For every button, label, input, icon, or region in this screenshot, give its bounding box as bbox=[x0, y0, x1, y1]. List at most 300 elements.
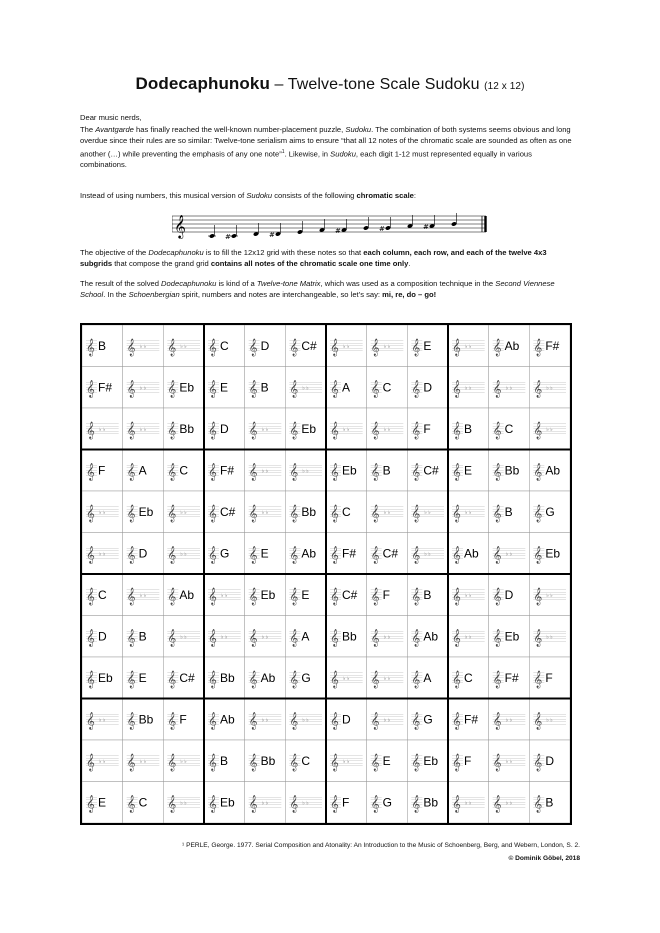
grid-cell[interactable] bbox=[285, 367, 326, 409]
grid-cell[interactable] bbox=[407, 450, 448, 492]
grid-cell[interactable] bbox=[163, 533, 204, 575]
grid-cell[interactable] bbox=[367, 450, 408, 492]
cell-note: F bbox=[423, 421, 431, 436]
treble-clef-icon: 𝄞 bbox=[167, 752, 177, 771]
treble-clef-icon: 𝄞 bbox=[330, 586, 339, 605]
cell-note: Eb bbox=[138, 504, 154, 519]
grid-cell[interactable] bbox=[163, 450, 204, 492]
grid-cell[interactable] bbox=[448, 367, 489, 409]
grid-cell[interactable] bbox=[407, 533, 448, 575]
placeholder-notes: ♭ ♭ bbox=[383, 509, 390, 516]
placeholder-notes: ♭ ♭ bbox=[302, 800, 309, 807]
grid-cell[interactable] bbox=[529, 408, 570, 450]
grid-cell[interactable] bbox=[82, 616, 123, 658]
placeholder-notes: ♭ ♭ bbox=[505, 551, 512, 558]
treble-clef-icon: 𝄞 bbox=[411, 752, 421, 771]
grid-cell[interactable] bbox=[123, 367, 164, 409]
grid-cell[interactable] bbox=[407, 740, 448, 782]
treble-clef-icon: 𝄞 bbox=[330, 379, 339, 398]
placeholder-notes: ♭ ♭ bbox=[505, 717, 512, 724]
grid-cell[interactable] bbox=[326, 450, 367, 492]
grid-cell[interactable] bbox=[489, 699, 530, 741]
placeholder-notes: ♭ ♭ bbox=[99, 717, 106, 724]
cell-note: C bbox=[138, 795, 148, 810]
grid-cell[interactable] bbox=[285, 408, 326, 450]
grid-cell[interactable] bbox=[448, 491, 489, 533]
cell-note: G bbox=[423, 712, 433, 727]
grid-cell[interactable] bbox=[489, 782, 530, 824]
grid-cell[interactable] bbox=[489, 367, 530, 409]
staff-note bbox=[319, 219, 325, 233]
treble-clef-icon: 𝄞 bbox=[533, 337, 543, 356]
placeholder-notes: ♭ ♭ bbox=[302, 468, 309, 475]
grid-cell[interactable] bbox=[204, 782, 245, 824]
placeholder-notes: ♭ ♭ bbox=[383, 426, 390, 433]
placeholder-notes: ♭ ♭ bbox=[465, 343, 472, 350]
placeholder-notes: ♭ ♭ bbox=[505, 800, 512, 807]
placeholder-notes: ♭ ♭ bbox=[180, 551, 187, 558]
placeholder-notes: ♭ ♭ bbox=[465, 509, 472, 516]
grid-cell[interactable] bbox=[245, 782, 286, 824]
grid-cell[interactable] bbox=[489, 408, 530, 450]
grid-cell[interactable] bbox=[123, 740, 164, 782]
treble-clef-icon: 𝄞 bbox=[370, 503, 380, 522]
cell-note: C bbox=[464, 670, 473, 685]
placeholder-notes: ♭ ♭ bbox=[139, 592, 146, 599]
treble-clef-icon: 𝄞 bbox=[289, 379, 299, 398]
placeholder-notes: ♭ ♭ bbox=[505, 758, 512, 765]
svg-text:#: # bbox=[379, 225, 385, 233]
grid-cell[interactable] bbox=[285, 616, 326, 658]
cell-note: E bbox=[423, 338, 432, 353]
grid-cell[interactable] bbox=[489, 491, 530, 533]
grid-cell[interactable] bbox=[204, 740, 245, 782]
grid-cell[interactable] bbox=[407, 408, 448, 450]
grid-cell[interactable] bbox=[163, 325, 204, 367]
footnote-marker: 1 bbox=[281, 148, 285, 155]
grid-cell[interactable] bbox=[489, 574, 530, 616]
grid-cell[interactable] bbox=[326, 782, 367, 824]
grid-cell[interactable] bbox=[326, 657, 367, 699]
cell-note: B bbox=[382, 463, 391, 478]
placeholder-notes: ♭ ♭ bbox=[424, 509, 431, 516]
grid-cell[interactable] bbox=[448, 408, 489, 450]
treble-clef-icon: 𝄞 bbox=[411, 669, 421, 688]
treble-clef-icon: 𝄞 bbox=[330, 462, 339, 481]
title-subtitle: – Twelve-tone Scale Sudoku bbox=[269, 76, 485, 93]
treble-clef-icon: 𝄞 bbox=[208, 586, 217, 605]
grid-cell[interactable] bbox=[245, 367, 286, 409]
cell-note: Bb bbox=[342, 629, 357, 644]
cell-note: B bbox=[423, 587, 432, 602]
grid-cell[interactable] bbox=[529, 699, 570, 741]
grid-cell[interactable] bbox=[123, 491, 164, 533]
treble-clef-icon: 𝄞 bbox=[452, 752, 461, 771]
grid-cell[interactable] bbox=[367, 367, 408, 409]
grid-cell[interactable] bbox=[163, 367, 204, 409]
grid-cell[interactable] bbox=[407, 699, 448, 741]
treble-clef-icon: 𝄞 bbox=[492, 628, 502, 647]
placeholder-notes: ♭ ♭ bbox=[465, 385, 472, 392]
grid-cell[interactable] bbox=[204, 699, 245, 741]
grid-cell[interactable] bbox=[367, 325, 408, 367]
grid-cell[interactable] bbox=[285, 325, 326, 367]
grid-cell[interactable] bbox=[163, 782, 204, 824]
grid-cell[interactable] bbox=[489, 616, 530, 658]
placeholder-notes: ♭ ♭ bbox=[343, 675, 350, 682]
grid-cell[interactable] bbox=[326, 616, 367, 658]
grid-cell[interactable] bbox=[285, 491, 326, 533]
cell-note: F bbox=[545, 670, 553, 685]
sudoku-grid-svg bbox=[82, 325, 570, 823]
treble-clef-icon: 𝄞 bbox=[452, 711, 461, 730]
grid-cell[interactable] bbox=[204, 450, 245, 492]
grid-cell[interactable] bbox=[163, 491, 204, 533]
cell-note: D bbox=[545, 753, 555, 768]
treble-clef-icon: 𝄞 bbox=[167, 462, 177, 481]
cell-note: E bbox=[382, 753, 391, 768]
grid-cell[interactable] bbox=[367, 491, 408, 533]
grid-cell[interactable] bbox=[448, 450, 489, 492]
grid-cell[interactable] bbox=[245, 450, 286, 492]
grid-cell[interactable] bbox=[204, 408, 245, 450]
treble-clef-icon: 𝄞 bbox=[533, 420, 543, 439]
grid-cell[interactable] bbox=[407, 325, 448, 367]
treble-clef-icon: 𝄞 bbox=[208, 545, 217, 564]
grid-cell[interactable] bbox=[529, 740, 570, 782]
grid-cell[interactable] bbox=[326, 533, 367, 575]
grid-cell[interactable] bbox=[529, 533, 570, 575]
grid-cell[interactable] bbox=[367, 616, 408, 658]
grid-cell[interactable] bbox=[82, 491, 123, 533]
chromatic-scale-staff bbox=[172, 206, 488, 242]
treble-clef-icon: 𝄞 bbox=[167, 669, 177, 688]
grid-cell[interactable] bbox=[245, 533, 286, 575]
grid-cell[interactable] bbox=[204, 325, 245, 367]
treble-clef-icon: 𝄞 bbox=[86, 462, 95, 481]
grid-cell[interactable] bbox=[529, 325, 570, 367]
treble-clef-icon: 𝄞 bbox=[208, 462, 217, 481]
cell-note: C bbox=[179, 463, 189, 478]
treble-clef-icon: 𝄞 bbox=[289, 337, 299, 356]
cell-note: Bb bbox=[179, 421, 195, 436]
grid-cell[interactable] bbox=[82, 699, 123, 741]
greeting: Dear music nerds, bbox=[80, 113, 142, 122]
cell-note: C bbox=[504, 421, 514, 436]
cell-note: G bbox=[382, 795, 393, 810]
cell-note: Ab bbox=[464, 546, 479, 561]
cell-note: B bbox=[138, 629, 147, 644]
cell-note: C bbox=[98, 587, 107, 602]
cell-note: F bbox=[342, 795, 350, 810]
grid-cell[interactable] bbox=[448, 699, 489, 741]
grid-cell[interactable] bbox=[163, 616, 204, 658]
grid-cell[interactable] bbox=[82, 657, 123, 699]
treble-clef-icon: 𝄞 bbox=[533, 628, 543, 647]
grid-cell[interactable] bbox=[448, 657, 489, 699]
grid-cell[interactable] bbox=[204, 533, 245, 575]
grid-cell[interactable] bbox=[367, 657, 408, 699]
grid-cell[interactable] bbox=[245, 657, 286, 699]
treble-clef-icon: 𝄞 bbox=[533, 462, 543, 481]
grid-cell[interactable] bbox=[163, 740, 204, 782]
grid-cell[interactable] bbox=[123, 450, 164, 492]
treble-clef-icon: 𝄞 bbox=[533, 711, 543, 730]
cell-note: F bbox=[179, 712, 187, 727]
treble-clef-icon: 𝄞 bbox=[411, 379, 421, 398]
grid-cell[interactable] bbox=[245, 491, 286, 533]
title-main: Dodecaphunoku bbox=[135, 74, 270, 93]
placeholder-notes: ♭ ♭ bbox=[221, 592, 228, 599]
grid-cell[interactable] bbox=[285, 574, 326, 616]
grid-cell[interactable] bbox=[367, 699, 408, 741]
grid-cell[interactable] bbox=[82, 408, 123, 450]
grid-cell[interactable] bbox=[285, 533, 326, 575]
treble-clef-icon: 𝄞 bbox=[126, 503, 136, 522]
cell-note: Ab bbox=[301, 546, 317, 561]
treble-clef-icon: 𝄞 bbox=[289, 462, 299, 481]
treble-clef-icon: 𝄞 bbox=[248, 545, 258, 564]
placeholder-notes: ♭ ♭ bbox=[343, 343, 350, 350]
grid-cell[interactable] bbox=[407, 574, 448, 616]
grid-cell[interactable] bbox=[326, 325, 367, 367]
treble-clef-icon: 𝄞 bbox=[492, 586, 502, 605]
cell-note: F# bbox=[342, 546, 357, 561]
grid-cell[interactable] bbox=[204, 574, 245, 616]
placeholder-notes: ♭ ♭ bbox=[180, 800, 187, 807]
grid-cell[interactable] bbox=[204, 491, 245, 533]
treble-clef-icon: 𝄞 bbox=[126, 711, 136, 730]
grid-cell[interactable] bbox=[123, 782, 164, 824]
grid-cell[interactable] bbox=[367, 782, 408, 824]
grid-cell[interactable] bbox=[529, 616, 570, 658]
treble-clef-icon: 𝄞 bbox=[86, 420, 95, 439]
cell-note: F# bbox=[504, 670, 519, 685]
grid-cell[interactable] bbox=[123, 699, 164, 741]
treble-clef-icon: 𝄞 bbox=[370, 586, 380, 605]
svg-text:#: # bbox=[225, 233, 231, 241]
grid-cell[interactable] bbox=[367, 740, 408, 782]
treble-clef-icon: 𝄞 bbox=[370, 669, 380, 688]
treble-clef-icon: 𝄞 bbox=[208, 337, 217, 356]
grid-cell[interactable] bbox=[448, 740, 489, 782]
grid-cell[interactable] bbox=[123, 574, 164, 616]
treble-clef-icon: 𝄞 bbox=[248, 420, 258, 439]
grid-cell[interactable] bbox=[82, 533, 123, 575]
grid-cell[interactable] bbox=[407, 657, 448, 699]
cell-note: F# bbox=[464, 712, 479, 727]
treble-clef-icon: 𝄞 bbox=[492, 337, 502, 356]
grid-cell[interactable] bbox=[448, 574, 489, 616]
treble-clef-icon: 𝄞 bbox=[492, 752, 502, 771]
treble-clef-icon: 𝄞 bbox=[330, 545, 339, 564]
grid-cell[interactable] bbox=[489, 533, 530, 575]
grid-cell[interactable] bbox=[326, 491, 367, 533]
cell-note: Bb bbox=[260, 753, 276, 768]
grid-cell[interactable] bbox=[448, 533, 489, 575]
cell-note: A bbox=[301, 629, 310, 644]
grid-cell[interactable] bbox=[326, 699, 367, 741]
treble-clef-icon: 𝄞 bbox=[370, 752, 380, 771]
placeholder-notes: ♭ ♭ bbox=[221, 634, 228, 641]
treble-clef-icon: 𝄞 bbox=[208, 794, 217, 813]
treble-clef-icon: 𝄞 bbox=[248, 586, 258, 605]
grid-cell[interactable] bbox=[285, 657, 326, 699]
grid-cell[interactable] bbox=[489, 657, 530, 699]
grid-cell[interactable] bbox=[529, 367, 570, 409]
cell-note: Bb bbox=[504, 463, 520, 478]
grid-cell[interactable] bbox=[245, 699, 286, 741]
treble-clef-icon: 𝄞 bbox=[208, 628, 217, 647]
placeholder-notes: ♭ ♭ bbox=[180, 509, 187, 516]
cell-note: A bbox=[138, 463, 147, 478]
grid-cell[interactable] bbox=[82, 740, 123, 782]
grid-cell[interactable] bbox=[529, 491, 570, 533]
grid-cell[interactable] bbox=[367, 533, 408, 575]
treble-clef-icon: 𝄞 bbox=[289, 794, 299, 813]
grid-cell[interactable] bbox=[448, 616, 489, 658]
treble-clef-icon: 𝄞 bbox=[533, 379, 543, 398]
grid-cell[interactable] bbox=[326, 367, 367, 409]
placeholder-notes: ♭ ♭ bbox=[139, 385, 146, 392]
grid-cell[interactable] bbox=[489, 325, 530, 367]
grid-cell[interactable] bbox=[163, 574, 204, 616]
treble-clef-icon: 𝄞 bbox=[492, 669, 502, 688]
grid-cell[interactable] bbox=[285, 450, 326, 492]
treble-clef-icon: 𝄞 bbox=[370, 337, 380, 356]
staff-note bbox=[225, 225, 238, 241]
cell-note: C# bbox=[382, 546, 399, 561]
cell-note: Ab bbox=[179, 587, 195, 602]
grid-cell[interactable] bbox=[245, 616, 286, 658]
grid-cell[interactable] bbox=[367, 408, 408, 450]
grid-cell[interactable] bbox=[245, 325, 286, 367]
grid-cell[interactable] bbox=[82, 782, 123, 824]
cell-note: Bb bbox=[220, 670, 235, 685]
placeholder-notes: ♭ ♭ bbox=[99, 426, 106, 433]
placeholder-notes: ♭ ♭ bbox=[546, 592, 553, 599]
treble-clef-icon: 𝄞 bbox=[289, 752, 299, 771]
cell-note: A bbox=[342, 380, 351, 395]
cell-note: Bb bbox=[423, 795, 439, 810]
grid-cell[interactable] bbox=[285, 699, 326, 741]
cell-note: B bbox=[98, 338, 107, 353]
grid-cell[interactable] bbox=[448, 325, 489, 367]
treble-clef-icon: 𝄞 bbox=[533, 503, 543, 522]
treble-clef-icon: 𝄞 bbox=[208, 711, 217, 730]
treble-clef-icon: 𝄞 bbox=[86, 669, 95, 688]
grid-cell[interactable] bbox=[82, 450, 123, 492]
placeholder-notes: ♭ ♭ bbox=[180, 634, 187, 641]
treble-clef-icon: 𝄞 bbox=[411, 420, 421, 439]
grid-cell[interactable] bbox=[326, 574, 367, 616]
grid-cell[interactable] bbox=[245, 408, 286, 450]
treble-clef-icon: 𝄞 bbox=[330, 337, 339, 356]
cell-note: Ab bbox=[220, 712, 235, 727]
cell-note: Eb bbox=[98, 670, 113, 685]
grid-cell[interactable] bbox=[489, 450, 530, 492]
treble-clef-icon: 𝄞 bbox=[492, 794, 502, 813]
grid-cell[interactable] bbox=[82, 325, 123, 367]
grid-cell[interactable] bbox=[285, 782, 326, 824]
cell-note: Eb bbox=[220, 795, 235, 810]
cell-note: D bbox=[423, 380, 433, 395]
grid-cell[interactable] bbox=[407, 367, 448, 409]
grid-cell[interactable] bbox=[245, 740, 286, 782]
treble-clef-icon: 𝄞 bbox=[411, 337, 421, 356]
grid-cell[interactable] bbox=[529, 782, 570, 824]
placeholder-notes: ♭ ♭ bbox=[383, 634, 390, 641]
grid-cell[interactable] bbox=[82, 574, 123, 616]
cell-note: C bbox=[342, 504, 351, 519]
grid-cell[interactable] bbox=[407, 782, 448, 824]
grid-cell[interactable] bbox=[123, 325, 164, 367]
treble-clef-icon: 𝄞 bbox=[167, 503, 177, 522]
grid-cell[interactable] bbox=[82, 367, 123, 409]
grid-cell[interactable] bbox=[448, 782, 489, 824]
cell-note: B bbox=[260, 380, 269, 395]
grid-cell[interactable] bbox=[326, 408, 367, 450]
treble-clef-icon: 𝄞 bbox=[289, 711, 299, 730]
treble-clef-icon: 𝄞 bbox=[411, 462, 421, 481]
grid-cell[interactable] bbox=[163, 699, 204, 741]
grid-cell[interactable] bbox=[123, 533, 164, 575]
treble-clef-icon: 𝄞 bbox=[411, 794, 421, 813]
treble-clef-icon: 𝄞 bbox=[126, 379, 136, 398]
grid-cell[interactable] bbox=[123, 408, 164, 450]
staff-note bbox=[423, 215, 435, 231]
grid-cell[interactable] bbox=[529, 574, 570, 616]
treble-clef-icon: 𝄞 bbox=[533, 669, 543, 688]
treble-clef-icon: 𝄞 bbox=[452, 462, 461, 481]
footnote: ¹ PERLE, George. 1977. Serial Composition and Atonality: An Introduction to the Music of Schoenberg, Berg, and Webern, London, S. 2. bbox=[182, 842, 580, 849]
grid-cell[interactable] bbox=[407, 491, 448, 533]
grid-cell[interactable] bbox=[529, 657, 570, 699]
grid-cell[interactable] bbox=[489, 740, 530, 782]
treble-clef-icon: 𝄞 bbox=[330, 503, 339, 522]
grid-cell[interactable] bbox=[245, 574, 286, 616]
grid-cell[interactable] bbox=[285, 740, 326, 782]
grid-cell[interactable] bbox=[204, 367, 245, 409]
grid-cell[interactable] bbox=[123, 616, 164, 658]
treble-clef-icon: 𝄞 bbox=[248, 337, 258, 356]
grid-cell[interactable] bbox=[163, 657, 204, 699]
treble-clef-icon: 𝄞 bbox=[452, 545, 461, 564]
cell-note: Bb bbox=[138, 712, 154, 727]
placeholder-notes: ♭ ♭ bbox=[546, 634, 553, 641]
treble-clef-icon: 𝄞 bbox=[208, 420, 217, 439]
result-paragraph: The result of the solved Dodecaphunoku is kind of a Twelve-tone Matrix, which was used as a composition technique in the Second Viennese School. In the Schoenbergian spirit, numbers and notes are interchangeable, so let’s say: mi, re, do – go! bbox=[80, 279, 555, 300]
grid-cell[interactable] bbox=[367, 574, 408, 616]
treble-clef-icon: 𝄞 bbox=[174, 214, 186, 238]
cell-note: Eb bbox=[301, 421, 317, 436]
treble-clef-icon: 𝄞 bbox=[452, 503, 461, 522]
grid-cell[interactable] bbox=[529, 450, 570, 492]
placeholder-notes: ♭ ♭ bbox=[99, 758, 106, 765]
treble-clef-icon: 𝄞 bbox=[167, 420, 177, 439]
treble-clef-icon: 𝄞 bbox=[411, 628, 421, 647]
grid-cell[interactable] bbox=[123, 657, 164, 699]
treble-clef-icon: 𝄞 bbox=[492, 379, 502, 398]
grid-cell[interactable] bbox=[407, 616, 448, 658]
grid-cell[interactable] bbox=[204, 657, 245, 699]
grid-cell[interactable] bbox=[326, 740, 367, 782]
cell-note: F bbox=[382, 587, 391, 602]
grid-cell[interactable] bbox=[163, 408, 204, 450]
grid-cell[interactable] bbox=[204, 616, 245, 658]
cell-note: C# bbox=[301, 338, 317, 353]
cell-note: A bbox=[423, 670, 432, 685]
